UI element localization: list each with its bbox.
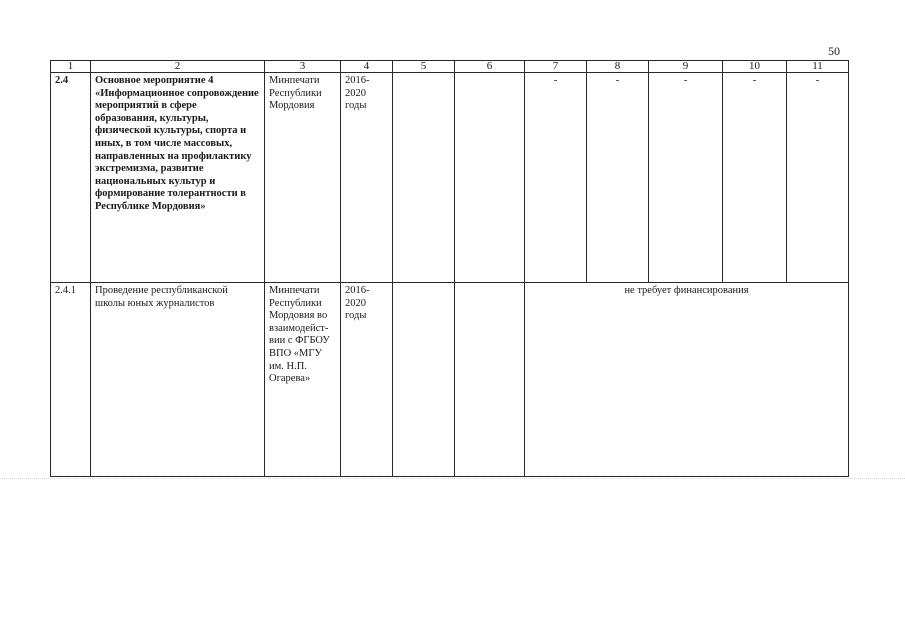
scan-noise-line <box>0 478 905 481</box>
cell-col11: - <box>787 73 849 283</box>
activity-name: Основное мероприятие 4 «Информационное сопровождение мероприятий в сфере образования, культуры, физической культуры, спорта и иных, в том числе массовых, направленных на профилактику экстремизма, развитие национальных культур и формирование толерантности в Республике Мордовия» <box>91 73 265 283</box>
header-cell: 9 <box>649 61 723 73</box>
header-cell: 10 <box>723 61 787 73</box>
header-cell: 7 <box>525 61 587 73</box>
cell-col8: - <box>587 73 649 283</box>
header-cell: 8 <box>587 61 649 73</box>
header-cell: 4 <box>341 61 393 73</box>
executor: Минпечати Республики Мордовия во взаимодействии с ФГБОУ ВПО «МГУ им. Н.П. Огарева» <box>265 283 341 477</box>
period: 2016-2020 годы <box>341 73 393 283</box>
cell-col7: - <box>525 73 587 283</box>
cell-col5 <box>393 283 455 477</box>
activity-name: Проведение республиканской школы юных журналистов <box>91 283 265 477</box>
row-number: 2.4.1 <box>51 283 91 477</box>
page-number: 50 <box>828 44 840 58</box>
cell-col10: - <box>723 73 787 283</box>
executor: Минпечати Республики Мордовия <box>265 73 341 283</box>
table-row <box>51 73 849 283</box>
header-cell: 2 <box>91 61 265 73</box>
header-cell: 3 <box>265 61 341 73</box>
cell-col9: - <box>649 73 723 283</box>
row-number: 2.4 <box>51 73 91 283</box>
cell-col5 <box>393 73 455 283</box>
header-cell: 11 <box>787 61 849 73</box>
header-cell: 6 <box>455 61 525 73</box>
cell-col6 <box>455 73 525 283</box>
financing-note: не требует финансирования <box>525 283 849 477</box>
header-cell: 1 <box>51 61 91 73</box>
header-cell: 5 <box>393 61 455 73</box>
program-table <box>50 60 849 477</box>
period: 2016-2020 годы <box>341 283 393 477</box>
header-row <box>51 61 849 73</box>
cell-col6 <box>455 283 525 477</box>
table-row <box>51 283 849 477</box>
